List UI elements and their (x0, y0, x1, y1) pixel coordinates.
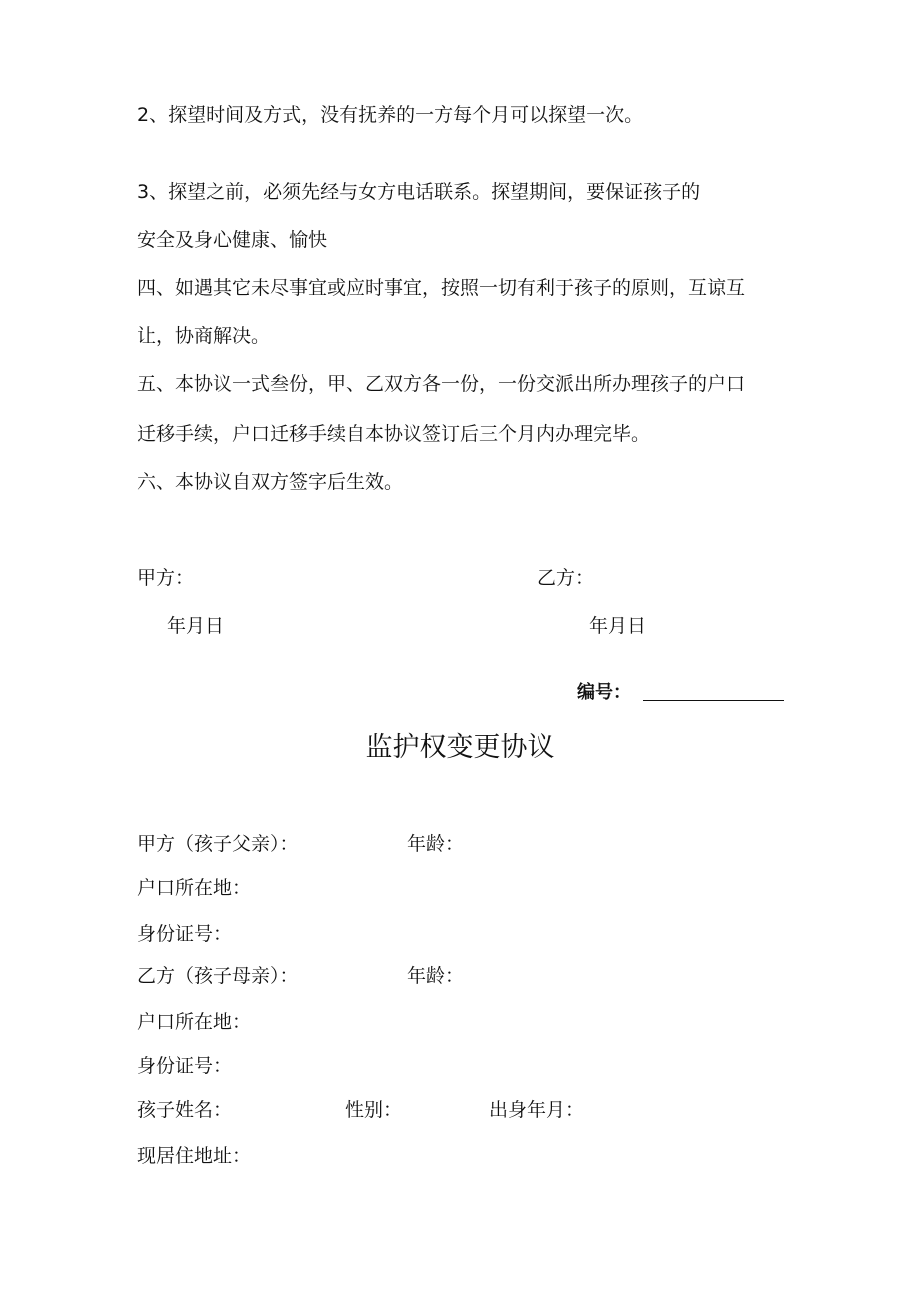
clause-visit-frequency: 2、探望时间及方式，没有抚养的一方每个月可以探望一次。 (137, 104, 644, 126)
mother-age-label: 年龄： (407, 965, 465, 987)
clause-visit-contact-cont: 安全及身心健康、愉快 (137, 229, 328, 251)
serial-number-blank (643, 700, 784, 701)
clause-copies: 五、本协议一式叁份，甲、乙双方各一份，一份交派出所办理孩子的户口 (137, 373, 746, 395)
clause-copies-cont: 迁移手续，户口迁移手续自本协议签订后三个月内办理完毕。 (137, 423, 651, 445)
father-age-label: 年龄： (407, 833, 465, 855)
mother-label: 乙方（孩子母亲）： (137, 965, 299, 987)
child-name-label: 孩子姓名： (137, 1099, 233, 1121)
serial-number-label: 编号： (577, 682, 631, 703)
party-b-date-label: 年月日 (589, 615, 647, 637)
current-address-label: 现居住地址： (137, 1145, 252, 1167)
father-id-label: 身份证号： (137, 923, 233, 945)
father-hukou-label: 户口所在地： (137, 877, 252, 899)
party-a-date-label: 年月日 (167, 615, 225, 637)
mother-hukou-label: 户口所在地： (137, 1011, 252, 1033)
clause-visit-contact: 3、探望之前，必须先经与女方电话联系。探望期间，要保证孩子的 (137, 181, 701, 203)
father-label: 甲方（孩子父亲）： (137, 833, 299, 855)
party-a-signature-label: 甲方： (137, 567, 195, 589)
child-gender-label: 性别： (345, 1099, 403, 1121)
party-b-signature-label: 乙方： (537, 567, 595, 589)
document-title: 监护权变更协议 (365, 732, 555, 763)
mother-id-label: 身份证号： (137, 1055, 233, 1077)
child-birth-label: 出身年月： (489, 1099, 585, 1121)
clause-unresolved-matters-cont: 让，协商解决。 (137, 325, 271, 347)
clause-effective: 六、本协议自双方签字后生效。 (137, 471, 404, 493)
clause-unresolved-matters: 四、如遇其它未尽事宜或应时事宜，按照一切有利于孩子的原则，互谅互 (137, 277, 746, 299)
